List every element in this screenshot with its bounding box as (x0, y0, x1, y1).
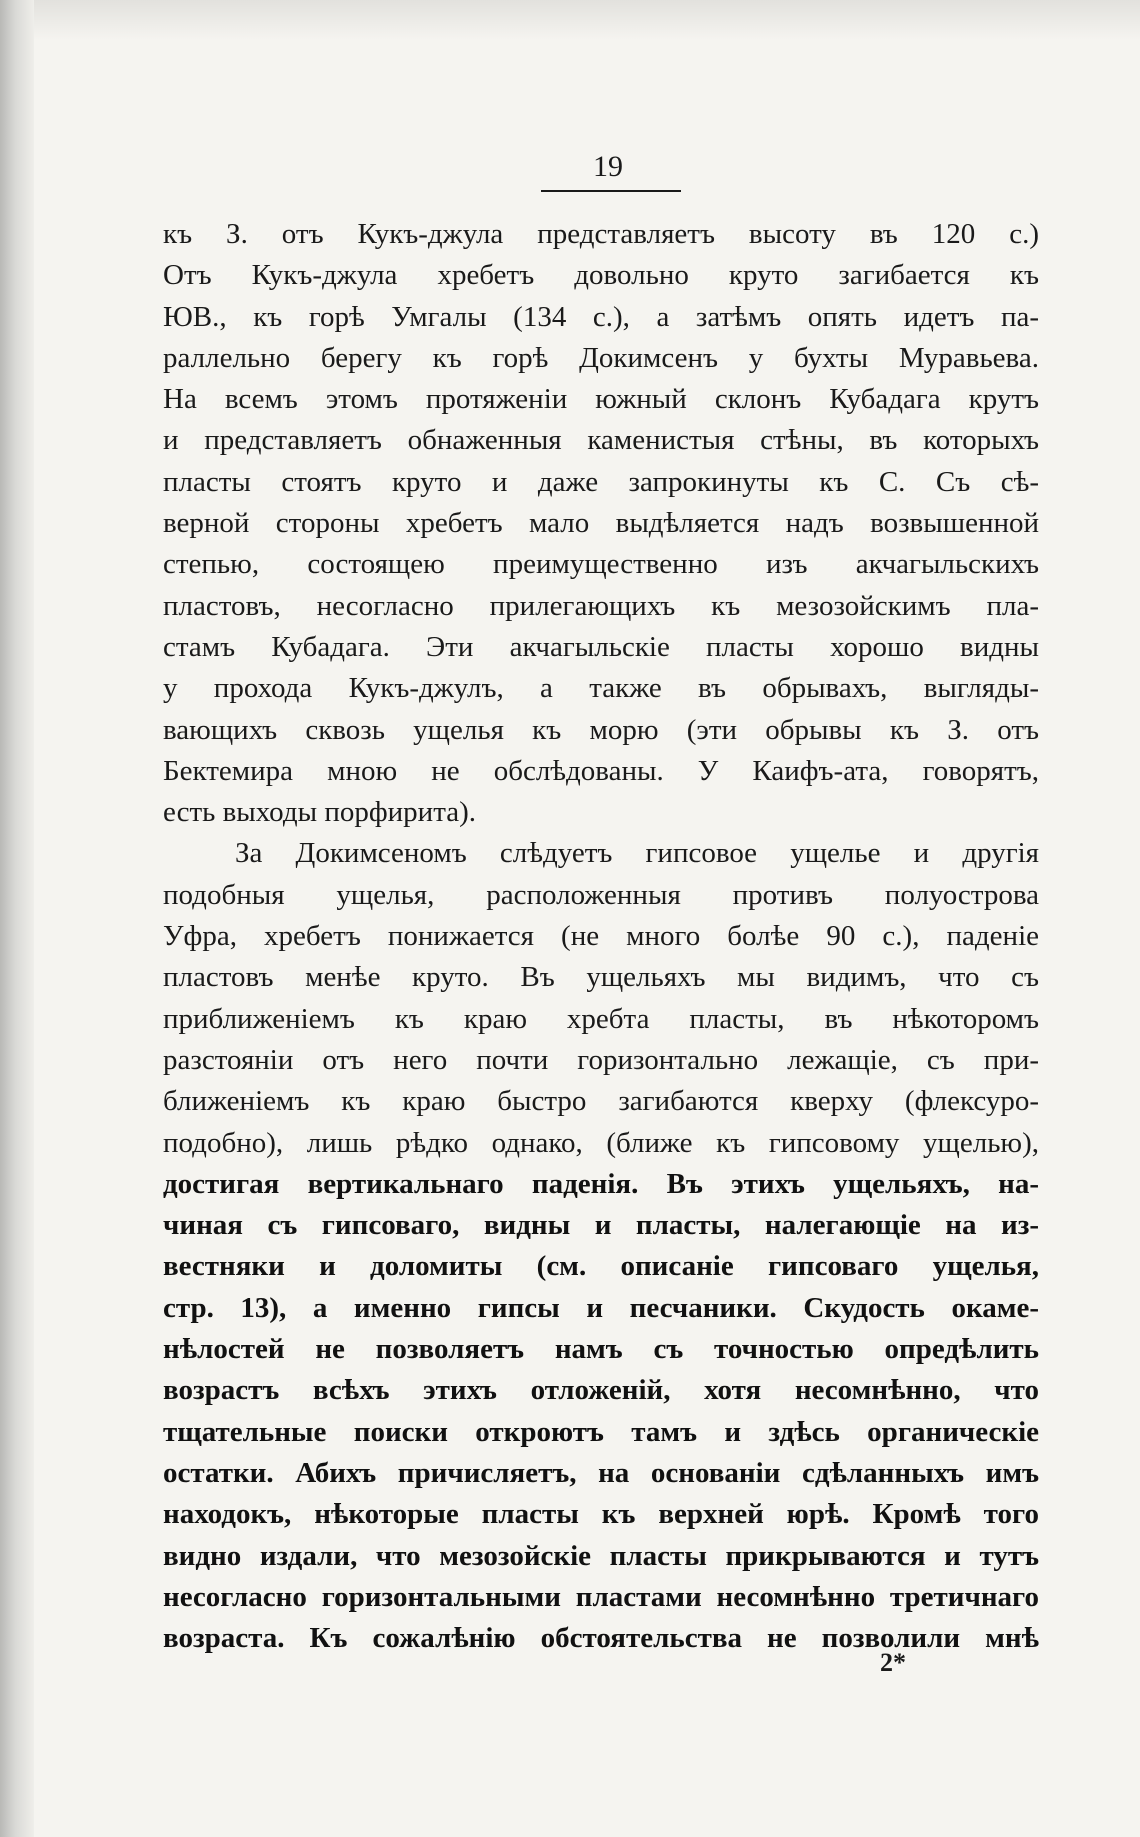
text-line: За Докимсеномъ слѣдуетъ гипсовое ущелье и другія (235, 837, 1039, 870)
text-line: Бектемира мною не обслѣдованы. У Каифъ-ата, говорятъ, (163, 754, 1039, 787)
text-line: несогласно горизонтальными пластами несомнѣнно третичнаго (163, 1580, 1039, 1613)
text-line: возраста. Къ сожалѣнію обстоятельства не позволили мнѣ (163, 1622, 1039, 1655)
text-line: пласты стоятъ круто и даже запрокинуты къ С. Съ сѣ- (163, 465, 1039, 498)
text-line: ЮВ., къ горѣ Умгалы (134 с.), а затѣмъ опять идетъ па- (163, 300, 1039, 333)
text-line: верной стороны хребетъ мало выдѣляется надъ возвышенной (163, 507, 1039, 540)
text-line: къ З. отъ Кукъ-джула представляетъ высоту въ 120 с.) (163, 218, 1039, 250)
scan-shadow-left (0, 0, 34, 1837)
text-line: вающихъ сквозь ущелья къ морю (эти обрывы къ З. отъ (163, 713, 1039, 746)
text-line: разстояніи отъ него почти горизонтально лежащіе, съ при- (163, 1043, 1039, 1076)
text-line: стамъ Кубадага. Эти акчагыльскіе пласты хорошо видны (163, 630, 1039, 663)
text-line: раллельно берегу къ горѣ Докимсенъ у бухты Муравьева. (163, 341, 1039, 374)
text-line: подобно), лишь рѣдко однако, (ближе къ гипсовому ущелью), (163, 1126, 1039, 1159)
text-line: и представляетъ обнаженныя каменистыя стѣны, въ которыхъ (163, 424, 1039, 457)
text-line: Уфра, хребетъ понижается (не много болѣе 90 с.), паденіе (163, 920, 1039, 953)
text-line: ближеніемъ къ краю быстро загибаются кверху (флексуро- (163, 1085, 1039, 1118)
scan-shadow-top (0, 0, 1140, 40)
text-line: достигая вертикальнаго паденія. Въ этихъ ущельяхъ, на- (163, 1167, 1039, 1200)
book-page (163, 150, 1039, 1659)
text-line: нѣлостей не позволяетъ намъ съ точностью опредѣлить (163, 1333, 1039, 1366)
text-line: есть выходы порфирита). (163, 796, 476, 829)
text-line: вестняки и доломиты (см. описаніе гипсоваго ущелья, (163, 1250, 1039, 1283)
text-line: степью, состоящею преимущественно изъ акчагыльскихъ (163, 548, 1039, 581)
text-line: пластовъ менѣе круто. Въ ущельяхъ мы видимъ, что съ (163, 961, 1039, 994)
text-line: Отъ Кукъ-джула хребетъ довольно круто загибается къ (163, 259, 1039, 292)
signature-mark: 2* (880, 1648, 906, 1677)
text-line: чиная съ гипсоваго, видны и пласты, налегающіе на из- (163, 1209, 1039, 1242)
page-number: 19 (593, 150, 623, 183)
text-line: пластовъ, несогласно прилегающихъ къ мезозойскимъ пла- (163, 589, 1039, 622)
text-line: На всемъ этомъ протяженіи южный склонъ Кубадага крутъ (163, 383, 1039, 416)
text-line: находокъ, нѣкоторые пласты къ верхней юрѣ. Кромѣ того (163, 1498, 1039, 1531)
text-line: подобныя ущелья, расположенныя противъ полуострова (163, 878, 1039, 911)
page-number-rule (541, 190, 681, 192)
text-line: видно издали, что мезозойскіе пласты прикрываются и тутъ (163, 1539, 1039, 1572)
text-line: приближеніемъ къ краю хребта пласты, въ нѣкоторомъ (163, 1002, 1039, 1035)
text-line: у прохода Кукъ-джулъ, а также въ обрывахъ, выгляды- (163, 672, 1039, 705)
body-text (163, 214, 1039, 1659)
text-line: возрастъ всѣхъ этихъ отложеній, хотя несомнѣнно, что (163, 1374, 1039, 1407)
text-line: остатки. Абихъ причисляетъ, на основаніи сдѣланныхъ имъ (163, 1456, 1039, 1489)
text-line: стр. 13), а именно гипсы и песчаники. Скудость окаме- (163, 1291, 1039, 1324)
text-line: тщательные поиски откроютъ тамъ и здѣсь органическіе (163, 1415, 1039, 1448)
